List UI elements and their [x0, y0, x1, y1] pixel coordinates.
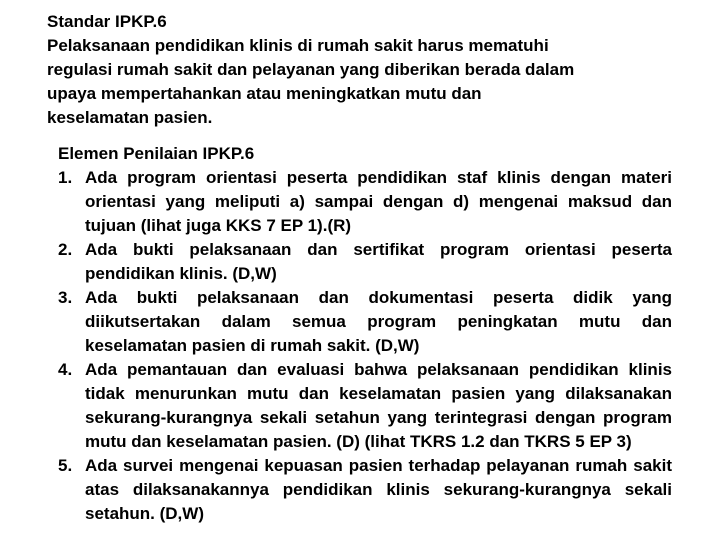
standard-text-line-3: upaya mempertahankan atau meningkatkan mutu dan [47, 84, 482, 103]
item-text: Ada bukti pelaksanaan dan sertifikat program orientasi peserta pendidikan klinis. (D,W) [85, 240, 672, 283]
assessment-item-2 [58, 238, 672, 286]
item-number: 4. [58, 360, 73, 379]
standard-text-line-1: Pelaksanaan pendidikan klinis di rumah sakit harus mematuhi [47, 36, 549, 55]
assessment-item-3 [58, 286, 672, 358]
item-text: Ada pemantauan dan evaluasi bahwa pelaksanaan pendidikan klinis tidak menurunkan mutu dan keselamatan pasien yang dilaksanakan sekurang-kurangnya sekali setahun yang terintegrasi dengan program mutu dan keselamatan pasien. (D) (lihat TKRS 1.2 dan TKRS 5 EP 3) [85, 360, 672, 451]
item-number: 1. [58, 168, 73, 187]
standard-title: Standar IPKP.6 [47, 12, 167, 31]
assessment-item-4 [58, 358, 672, 454]
standard-text-line-2: regulasi rumah sakit dan pelayanan yang diberikan berada dalam [47, 60, 575, 79]
item-number: 2. [58, 240, 73, 259]
standard-section [47, 10, 687, 130]
assessment-elements-section [58, 142, 672, 526]
assessment-item-5 [58, 454, 672, 526]
standard-text-line-4: keselamatan pasien. [47, 108, 213, 127]
item-number: 3. [58, 288, 73, 307]
assessment-elements-title: Elemen Penilaian IPKP.6 [58, 144, 255, 163]
item-text: Ada program orientasi peserta pendidikan staf klinis dengan materi orientasi yang meliputi a) sampai dengan d) mengenai maksud dan tujuan (lihat juga KKS 7 EP 1).(R) [85, 168, 672, 235]
item-number: 5. [58, 456, 73, 475]
assessment-item-1 [58, 166, 672, 238]
item-text: Ada survei mengenai kepuasan pasien terhadap pelayanan rumah sakit atas dilaksanakannya pendidikan klinis sekurang-kurangnya sekali setahun. (D,W) [85, 456, 672, 523]
item-text: Ada bukti pelaksanaan dan dokumentasi peserta didik yang diikutsertakan dalam semua program peningkatan mutu dan keselamatan pasien di rumah sakit. (D,W) [85, 288, 672, 355]
